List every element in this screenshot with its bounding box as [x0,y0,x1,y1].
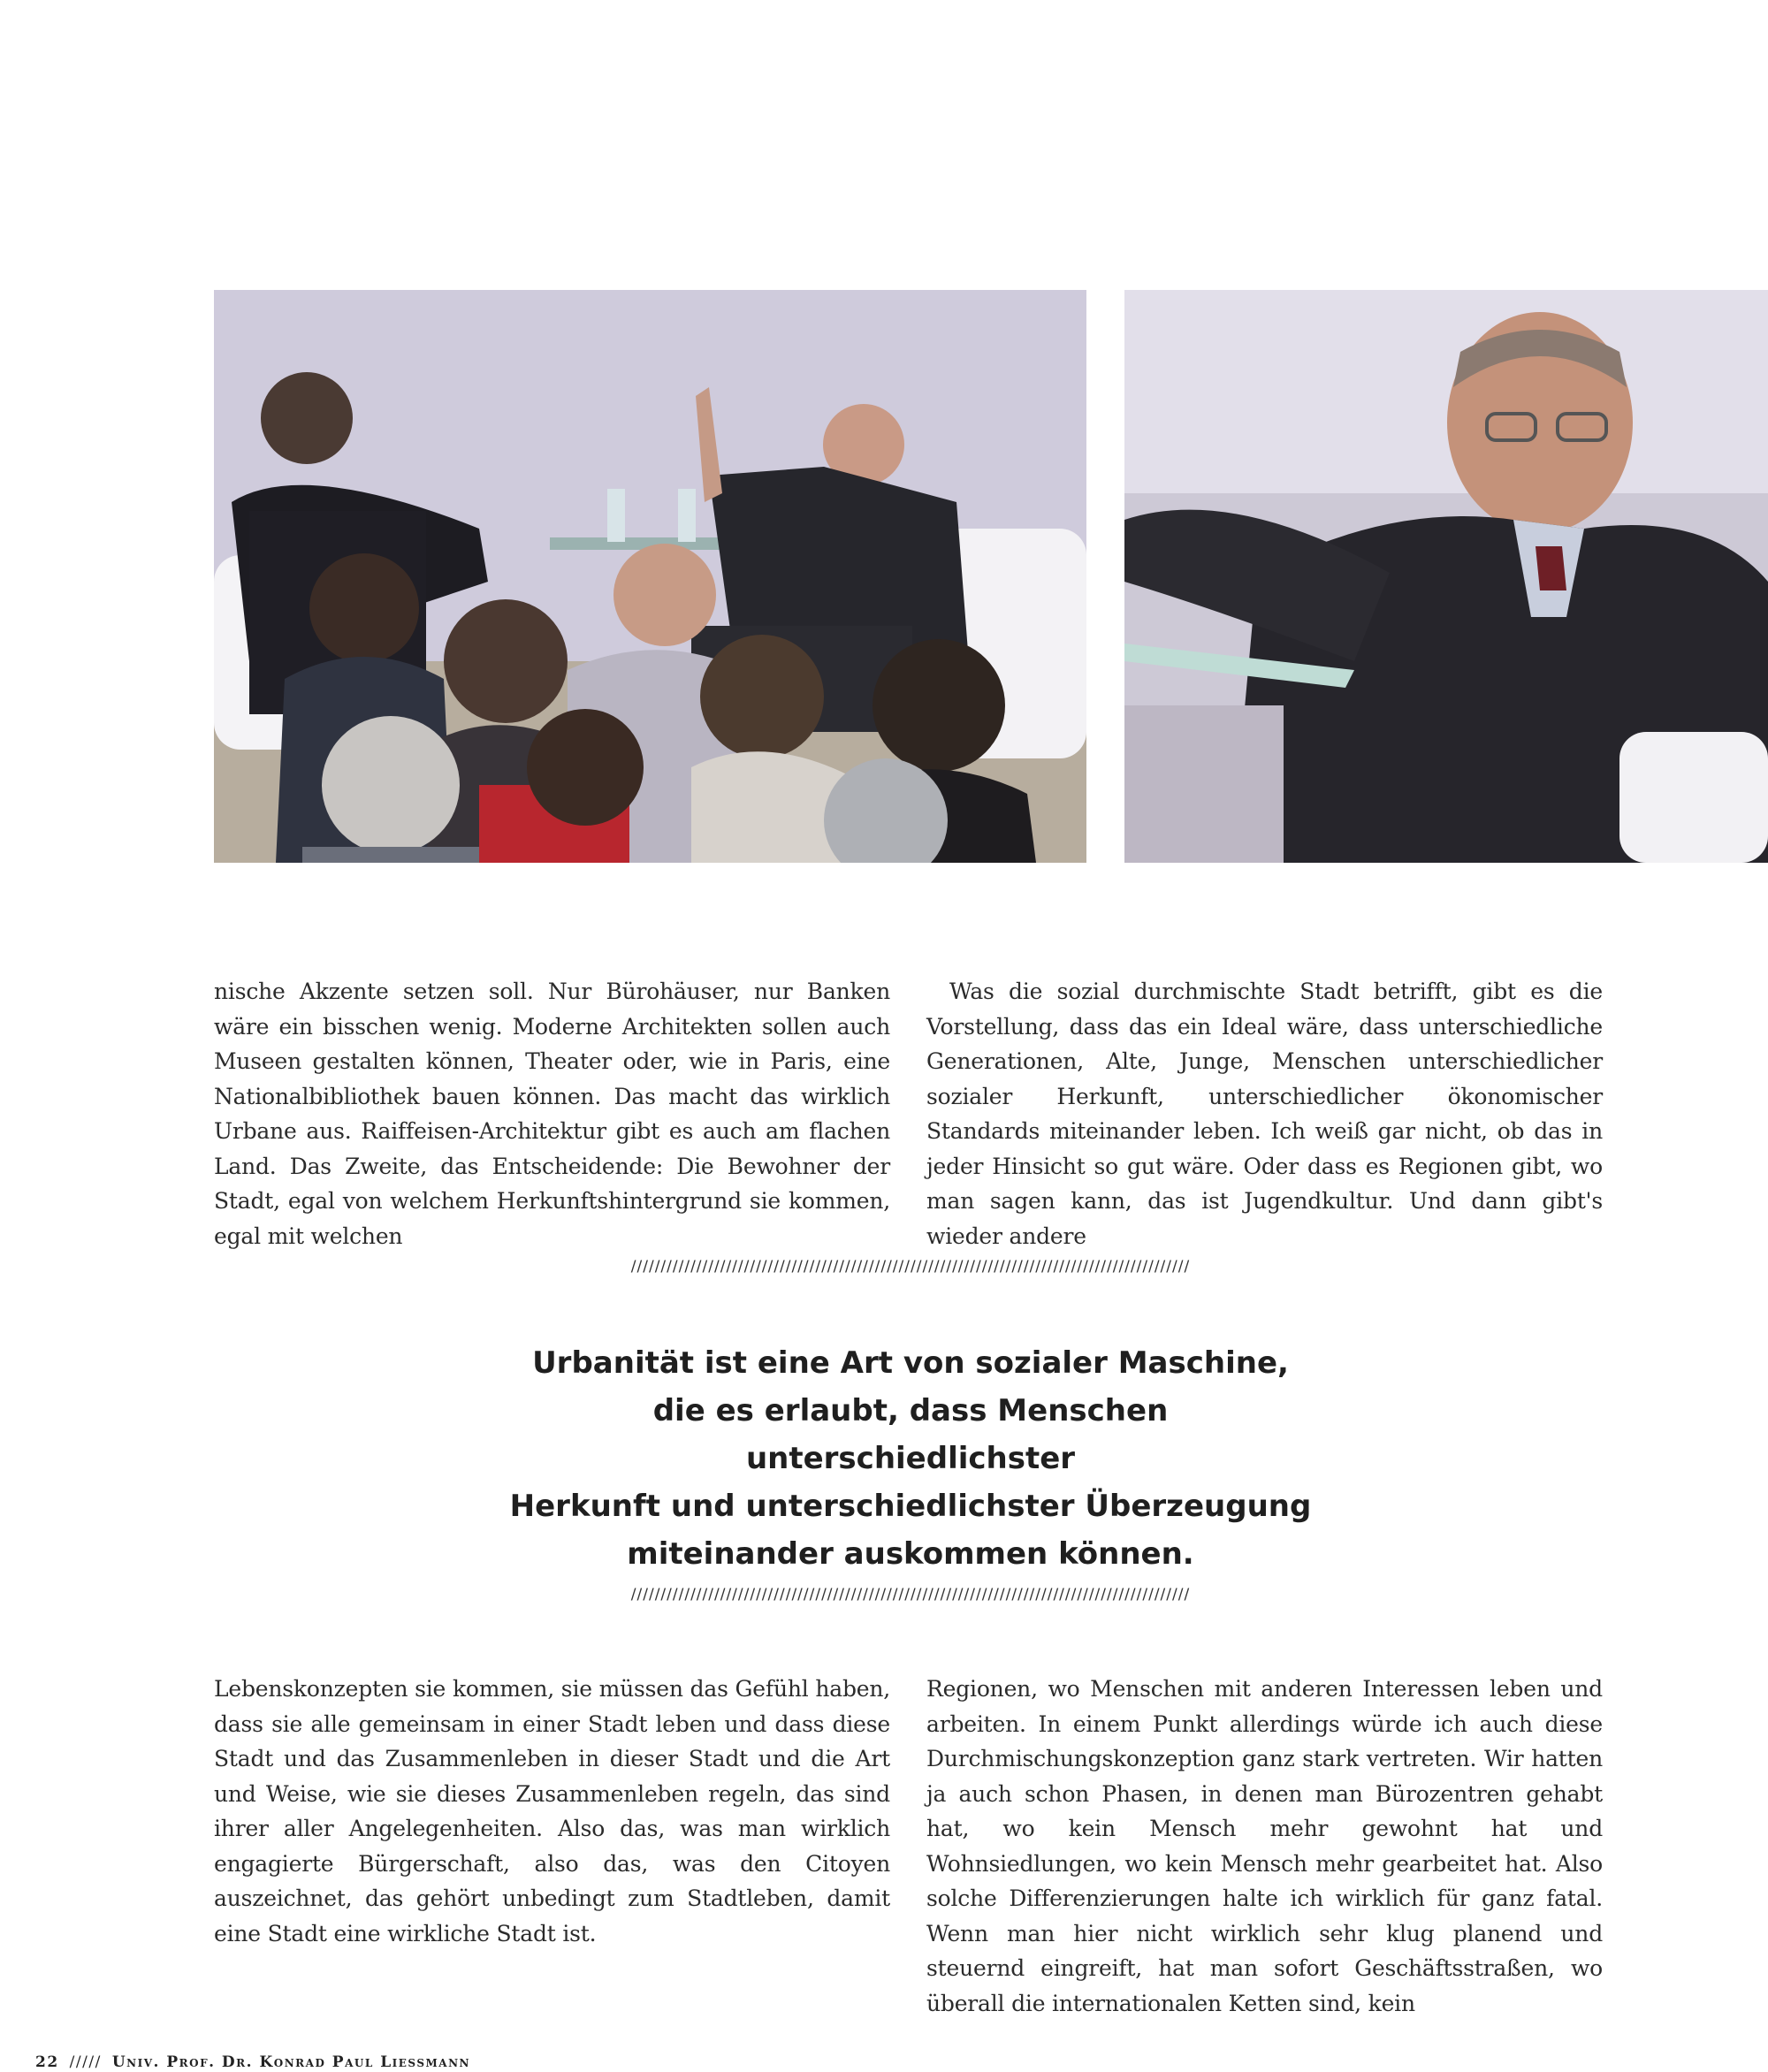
page-footer [35,2054,470,2072]
body-paragraph: Regionen, wo Menschen mit anderen Interessen leben und arbeiten. In einem Punkt allerdings würde ich auch diese Durchmischungskonzeption ganz stark vertreten. Wir hatten ja auch schon Phasen, in denen man Bürozentren gehabt hat, wo kein Mensch mehr gewohnt hat und Wohnsiedlungen, wo kein Mensch mehr gearbeitet hat. Also solche Differenzierungen halte ich wirklich für ganz fatal. Wenn man hier nicht wirklich sehr klug planend und steuernd eingreift, hat man sofort Geschäftsstraßen, wo überall die internationalen Ketten sind, kein [926,1676,1603,2016]
footer-author: Univ. Prof. Dr. Konrad Paul Liessmann [111,2053,471,2071]
photo-podium-discussion [214,290,1086,863]
podium-photo-illustration [214,290,1086,863]
body-paragraph: Lebenskonzepten sie kommen, sie müssen das Gefühl haben, dass sie alle gemeinsam in einer Stadt leben und dass diese Stadt und das Zusammenleben in dieser Stadt und die Art und Weise, wie sie dieses Zusammenleben regeln, das sind ihrer aller Angelegenheiten. Also das, was man wirklich engagierte Bürgerschaft, also das, was den Citoyen auszeichnet, das gehört unbedingt zum Stadtleben, damit eine Stadt eine wirkliche Stadt ist. [214,1676,890,1946]
footer-separator: ///// [69,2053,102,2071]
body-column-3 [214,1672,890,1951]
pull-quote-line: miteinander auskommen können. [627,1536,1194,1572]
pull-quote-line: die es erlaubt, dass Menschen unterschiedlichster [652,1393,1169,1476]
page-number: 22 [35,2053,59,2071]
divider-bottom: ////////////////////////////////////////////////////////////////////////////////////////////// [630,1588,1191,1602]
body-paragraph: Was die sozial durchmischte Stadt betrifft, gibt es die Vorstellung, dass das ein Ideal wäre, dass unterschiedliche Generationen, Alte, Junge, Menschen unterschiedlicher sozialer Herkunft, unterschiedlicher ökonomischer Standards miteinander leben. Ich weiß gar nicht, ob das in jeder Hinsicht so gut wäre. Oder dass es Regionen gibt, wo man sagen kann, das ist Jugendkultur. Und dann gibt's wieder andere [926,979,1603,1249]
body-column-1 [214,974,890,1253]
body-paragraph: nische Akzente setzen soll. Nur Bürohäuser, nur Banken wäre ein bisschen wenig. Moderne Architekten sollen auch Museen gestalten können, Theater oder, wie in Paris, eine Nationalbibliothek bauen können. Das macht das wirklich Urbane aus. Raiffeisen-Architektur gibt es auch am flachen Land. Das Zweite, das Entscheidende: Die Bewohner der Stadt, egal von welchem Herkunftshintergrund sie kommen, egal mit welchen [214,979,890,1249]
pull-quote-line: Urbanität ist eine Art von sozialer Maschine, [532,1345,1289,1381]
body-column-4 [926,1672,1603,2021]
pull-quote [495,1339,1326,1578]
body-column-2 [926,974,1603,1253]
speaker-photo-illustration [1124,290,1768,863]
photo-speaker-closeup [1124,290,1768,863]
pull-quote-line: Herkunft und unterschiedlichster Überzeugung [509,1489,1312,1524]
divider-top: ////////////////////////////////////////////////////////////////////////////////////////////// [630,1260,1191,1274]
